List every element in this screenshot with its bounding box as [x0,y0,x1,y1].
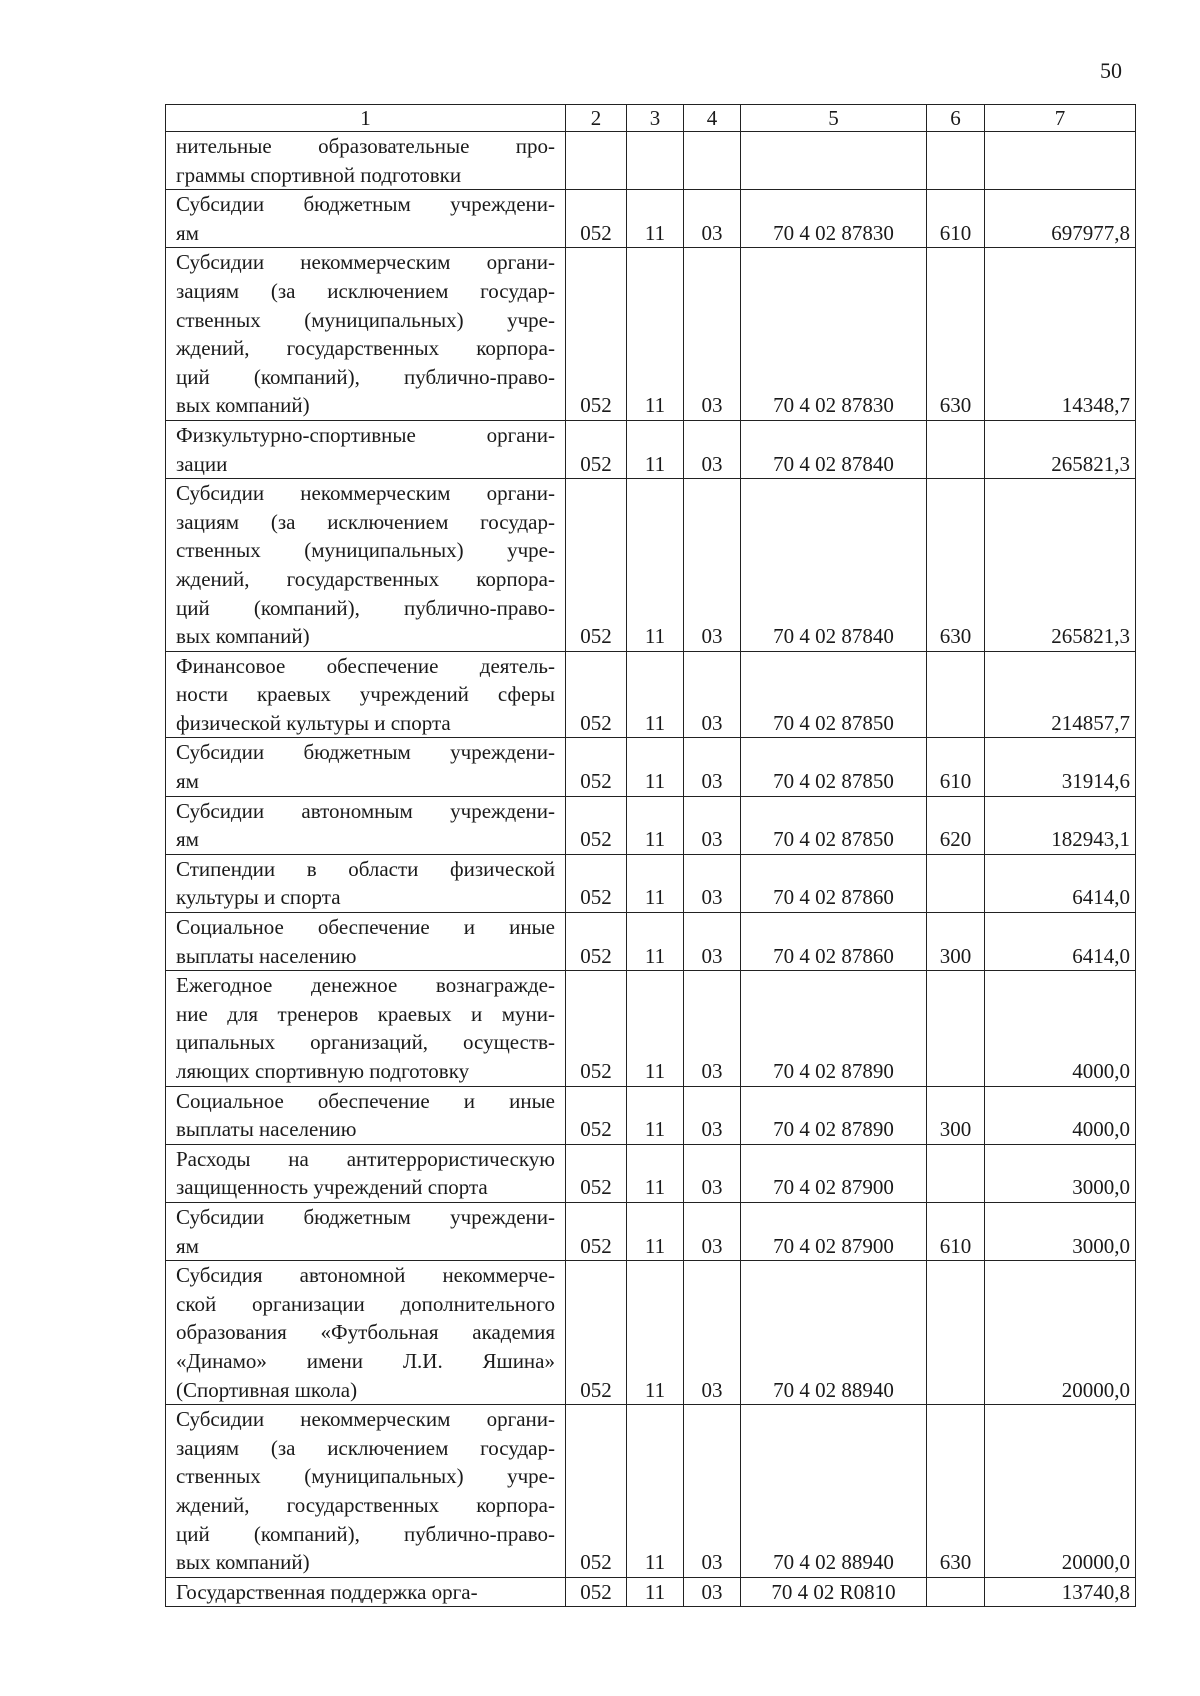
cell-target-article: 70 4 02 87830 [741,190,927,248]
table-row [166,854,1136,912]
description-line: зации [176,451,228,476]
row-description [166,1202,566,1260]
cell-subsection: 03 [684,1086,741,1144]
description-line: «Динамо» имени Л.И. Яшина» [176,1348,555,1373]
cell-amount: 20000,0 [985,1261,1136,1405]
cell-amount: 3000,0 [985,1144,1136,1202]
page-number: 50 [1100,58,1122,83]
description-line: ние для тренеров краевых и муни- [176,1001,555,1026]
description-line: Субсидии некоммерческим органи- [176,481,555,506]
table-row [166,420,1136,478]
description-line: ям [176,827,199,852]
cell-section: 11 [627,854,684,912]
row-description [166,248,566,421]
cell-expense-type: 620 [927,796,985,854]
description-line: ям [176,220,199,245]
cell-code-admin: 052 [566,1261,627,1405]
table-row [166,1086,1136,1144]
description-line: ям [176,769,199,794]
description-line: вых компаний) [176,624,310,649]
cell-amount: 265821,3 [985,420,1136,478]
row-description [166,1261,566,1405]
cell-code-admin: 052 [566,651,627,738]
row-description [166,1086,566,1144]
cell-section: 11 [627,420,684,478]
table-row [166,971,1136,1086]
cell-code-admin: 052 [566,971,627,1086]
cell-subsection: 03 [684,738,741,796]
cell-expense-type: 300 [927,913,985,971]
row-description [166,132,566,190]
cell-code-admin: 052 [566,190,627,248]
cell-expense-type: 610 [927,190,985,248]
cell-target-article: 70 4 02 87830 [741,248,927,421]
cell-expense-type [927,132,985,190]
description-line: Стипендии в области физической [176,856,555,881]
budget-table [165,104,1136,1607]
cell-subsection: 03 [684,651,741,738]
header-cell: 3 [627,105,684,132]
row-description [166,1405,566,1578]
description-line: ций (компаний), публично-право- [176,364,555,389]
description-line: ждений, государственных корпора- [176,336,555,361]
description-line: Субсидии бюджетным учреждени- [176,192,555,217]
description-line: граммы спортивной подготовки [176,162,462,187]
cell-amount: 13740,8 [985,1577,1136,1607]
cell-subsection: 03 [684,479,741,652]
cell-section: 11 [627,1577,684,1607]
cell-subsection: 03 [684,190,741,248]
cell-target-article: 70 4 02 87840 [741,420,927,478]
cell-target-article: 70 4 02 87900 [741,1144,927,1202]
cell-section: 11 [627,913,684,971]
description-line: вых компаний) [176,393,310,418]
description-line: выплаты населению [176,943,357,968]
cell-section: 11 [627,651,684,738]
table-row [166,738,1136,796]
cell-section: 11 [627,190,684,248]
cell-expense-type: 630 [927,1405,985,1578]
row-description [166,738,566,796]
description-line: Социальное обеспечение и иные [176,1088,555,1113]
cell-expense-type: 610 [927,1202,985,1260]
cell-subsection: 03 [684,1261,741,1405]
cell-expense-type: 300 [927,1086,985,1144]
cell-code-admin: 052 [566,479,627,652]
cell-subsection: 03 [684,854,741,912]
table-body [166,132,1136,1607]
cell-expense-type [927,651,985,738]
cell-subsection: 03 [684,248,741,421]
description-line: Субсидии автономным учреждени- [176,798,555,823]
header-cell: 4 [684,105,741,132]
cell-amount: 31914,6 [985,738,1136,796]
table-row [166,796,1136,854]
cell-subsection: 03 [684,420,741,478]
cell-amount: 265821,3 [985,479,1136,652]
description-line: Субсидия автономной некоммерче- [176,1263,555,1288]
cell-expense-type [927,1577,985,1607]
description-line: Субсидии бюджетным учреждени- [176,1204,555,1229]
cell-code-admin: 052 [566,796,627,854]
table-row [166,1577,1136,1607]
description-line: Финансовое обеспечение деятель- [176,653,555,678]
description-line: Государственная поддержка орга- [176,1579,478,1604]
description-line: ципальных организаций, осуществ- [176,1030,555,1055]
cell-target-article: 70 4 02 87900 [741,1202,927,1260]
table-row [166,479,1136,652]
description-line: ждений, государственных корпора- [176,566,555,591]
cell-code-admin: 052 [566,1086,627,1144]
table-row [166,1405,1136,1578]
cell-subsection: 03 [684,796,741,854]
header-cell: 7 [985,105,1136,132]
cell-subsection: 03 [684,913,741,971]
description-line: (Спортивная школа) [176,1377,358,1402]
cell-amount: 14348,7 [985,248,1136,421]
cell-target-article: 70 4 02 87840 [741,479,927,652]
cell-target-article: 70 4 02 87850 [741,796,927,854]
description-line: ности краевых учреждений сферы [176,682,555,707]
description-line: вых компаний) [176,1550,310,1575]
cell-section: 11 [627,796,684,854]
description-line: Субсидии бюджетным учреждени- [176,740,555,765]
table-row [166,913,1136,971]
cell-amount [985,132,1136,190]
cell-amount: 3000,0 [985,1202,1136,1260]
cell-section: 11 [627,1405,684,1578]
cell-amount: 214857,7 [985,651,1136,738]
cell-expense-type [927,1144,985,1202]
description-line: Субсидии некоммерческим органи- [176,250,555,275]
cell-target-article: 70 4 02 R0810 [741,1577,927,1607]
cell-expense-type [927,971,985,1086]
cell-expense-type [927,1261,985,1405]
cell-expense-type: 630 [927,479,985,652]
description-line: ций (компаний), публично-право- [176,595,555,620]
header-cell: 6 [927,105,985,132]
cell-target-article: 70 4 02 87890 [741,971,927,1086]
description-line: нительные образовательные про- [176,134,555,158]
cell-code-admin: 052 [566,1202,627,1260]
description-line: зациям (за исключением государ- [176,1435,555,1460]
description-line: ждений, государственных корпора- [176,1492,555,1517]
description-line: Социальное обеспечение и иные [176,915,555,940]
header-cell: 1 [166,105,566,132]
description-line: ственных (муниципальных) учре- [176,538,555,563]
cell-section: 11 [627,738,684,796]
cell-section: 11 [627,1202,684,1260]
cell-target-article: 70 4 02 87850 [741,738,927,796]
cell-subsection: 03 [684,1202,741,1260]
row-description [166,1577,566,1607]
cell-code-admin: 052 [566,1577,627,1607]
row-description [166,420,566,478]
cell-subsection [684,132,741,190]
row-description [166,479,566,652]
table-row [166,1144,1136,1202]
description-line: выплаты населению [176,1117,357,1142]
table-row [166,132,1136,190]
description-line: ций (компаний), публично-право- [176,1521,555,1546]
cell-amount: 20000,0 [985,1405,1136,1578]
cell-amount: 6414,0 [985,913,1136,971]
cell-code-admin [566,132,627,190]
cell-section: 11 [627,479,684,652]
cell-expense-type: 610 [927,738,985,796]
cell-target-article: 70 4 02 87860 [741,854,927,912]
row-description [166,796,566,854]
cell-subsection: 03 [684,1577,741,1607]
cell-amount: 4000,0 [985,971,1136,1086]
cell-section: 11 [627,971,684,1086]
cell-code-admin: 052 [566,1405,627,1578]
header-row [166,105,1136,132]
cell-amount: 182943,1 [985,796,1136,854]
cell-amount: 697977,8 [985,190,1136,248]
cell-subsection: 03 [684,971,741,1086]
cell-subsection: 03 [684,1405,741,1578]
description-line: защищенность учреждений спорта [176,1175,488,1200]
cell-subsection: 03 [684,1144,741,1202]
cell-amount: 4000,0 [985,1086,1136,1144]
cell-expense-type [927,420,985,478]
description-line: зациям (за исключением государ- [176,278,555,303]
cell-code-admin: 052 [566,248,627,421]
cell-section: 11 [627,1144,684,1202]
cell-section: 11 [627,248,684,421]
cell-target-article: 70 4 02 87860 [741,913,927,971]
row-description [166,651,566,738]
row-description [166,190,566,248]
cell-section: 11 [627,1261,684,1405]
description-line: ственных (муниципальных) учре- [176,307,555,332]
description-line: Физкультурно-спортивные органи- [176,422,555,447]
description-line: ляющих спортивную подготовку [176,1059,470,1083]
cell-section [627,132,684,190]
cell-target-article: 70 4 02 88940 [741,1405,927,1578]
cell-expense-type: 630 [927,248,985,421]
cell-code-admin: 052 [566,1144,627,1202]
row-description [166,854,566,912]
description-line: культуры и спорта [176,885,341,910]
cell-section: 11 [627,1086,684,1144]
description-line: ям [176,1233,199,1258]
description-line: ской организации дополнительного [176,1291,555,1316]
cell-code-admin: 052 [566,913,627,971]
header-cell: 5 [741,105,927,132]
cell-code-admin: 052 [566,738,627,796]
row-description [166,971,566,1086]
header-cell: 2 [566,105,627,132]
table-row [166,1202,1136,1260]
table-row [166,651,1136,738]
description-line: образования «Футбольная академия [176,1320,555,1345]
row-description [166,1144,566,1202]
cell-target-article: 70 4 02 88940 [741,1261,927,1405]
table-row [166,1261,1136,1405]
table-row [166,248,1136,421]
description-line: Ежегодное денежное вознагражде- [176,973,555,998]
cell-target-article: 70 4 02 87850 [741,651,927,738]
cell-code-admin: 052 [566,854,627,912]
cell-code-admin: 052 [566,420,627,478]
cell-amount: 6414,0 [985,854,1136,912]
cell-target-article [741,132,927,190]
description-line: Субсидии некоммерческим органи- [176,1407,555,1432]
cell-target-article: 70 4 02 87890 [741,1086,927,1144]
row-description [166,913,566,971]
description-line: Расходы на антитеррористическую [176,1146,555,1171]
description-line: зациям (за исключением государ- [176,509,555,534]
cell-expense-type [927,854,985,912]
table-row [166,190,1136,248]
description-line: ственных (муниципальных) учре- [176,1464,555,1489]
description-line: физической культуры и спорта [176,710,451,735]
